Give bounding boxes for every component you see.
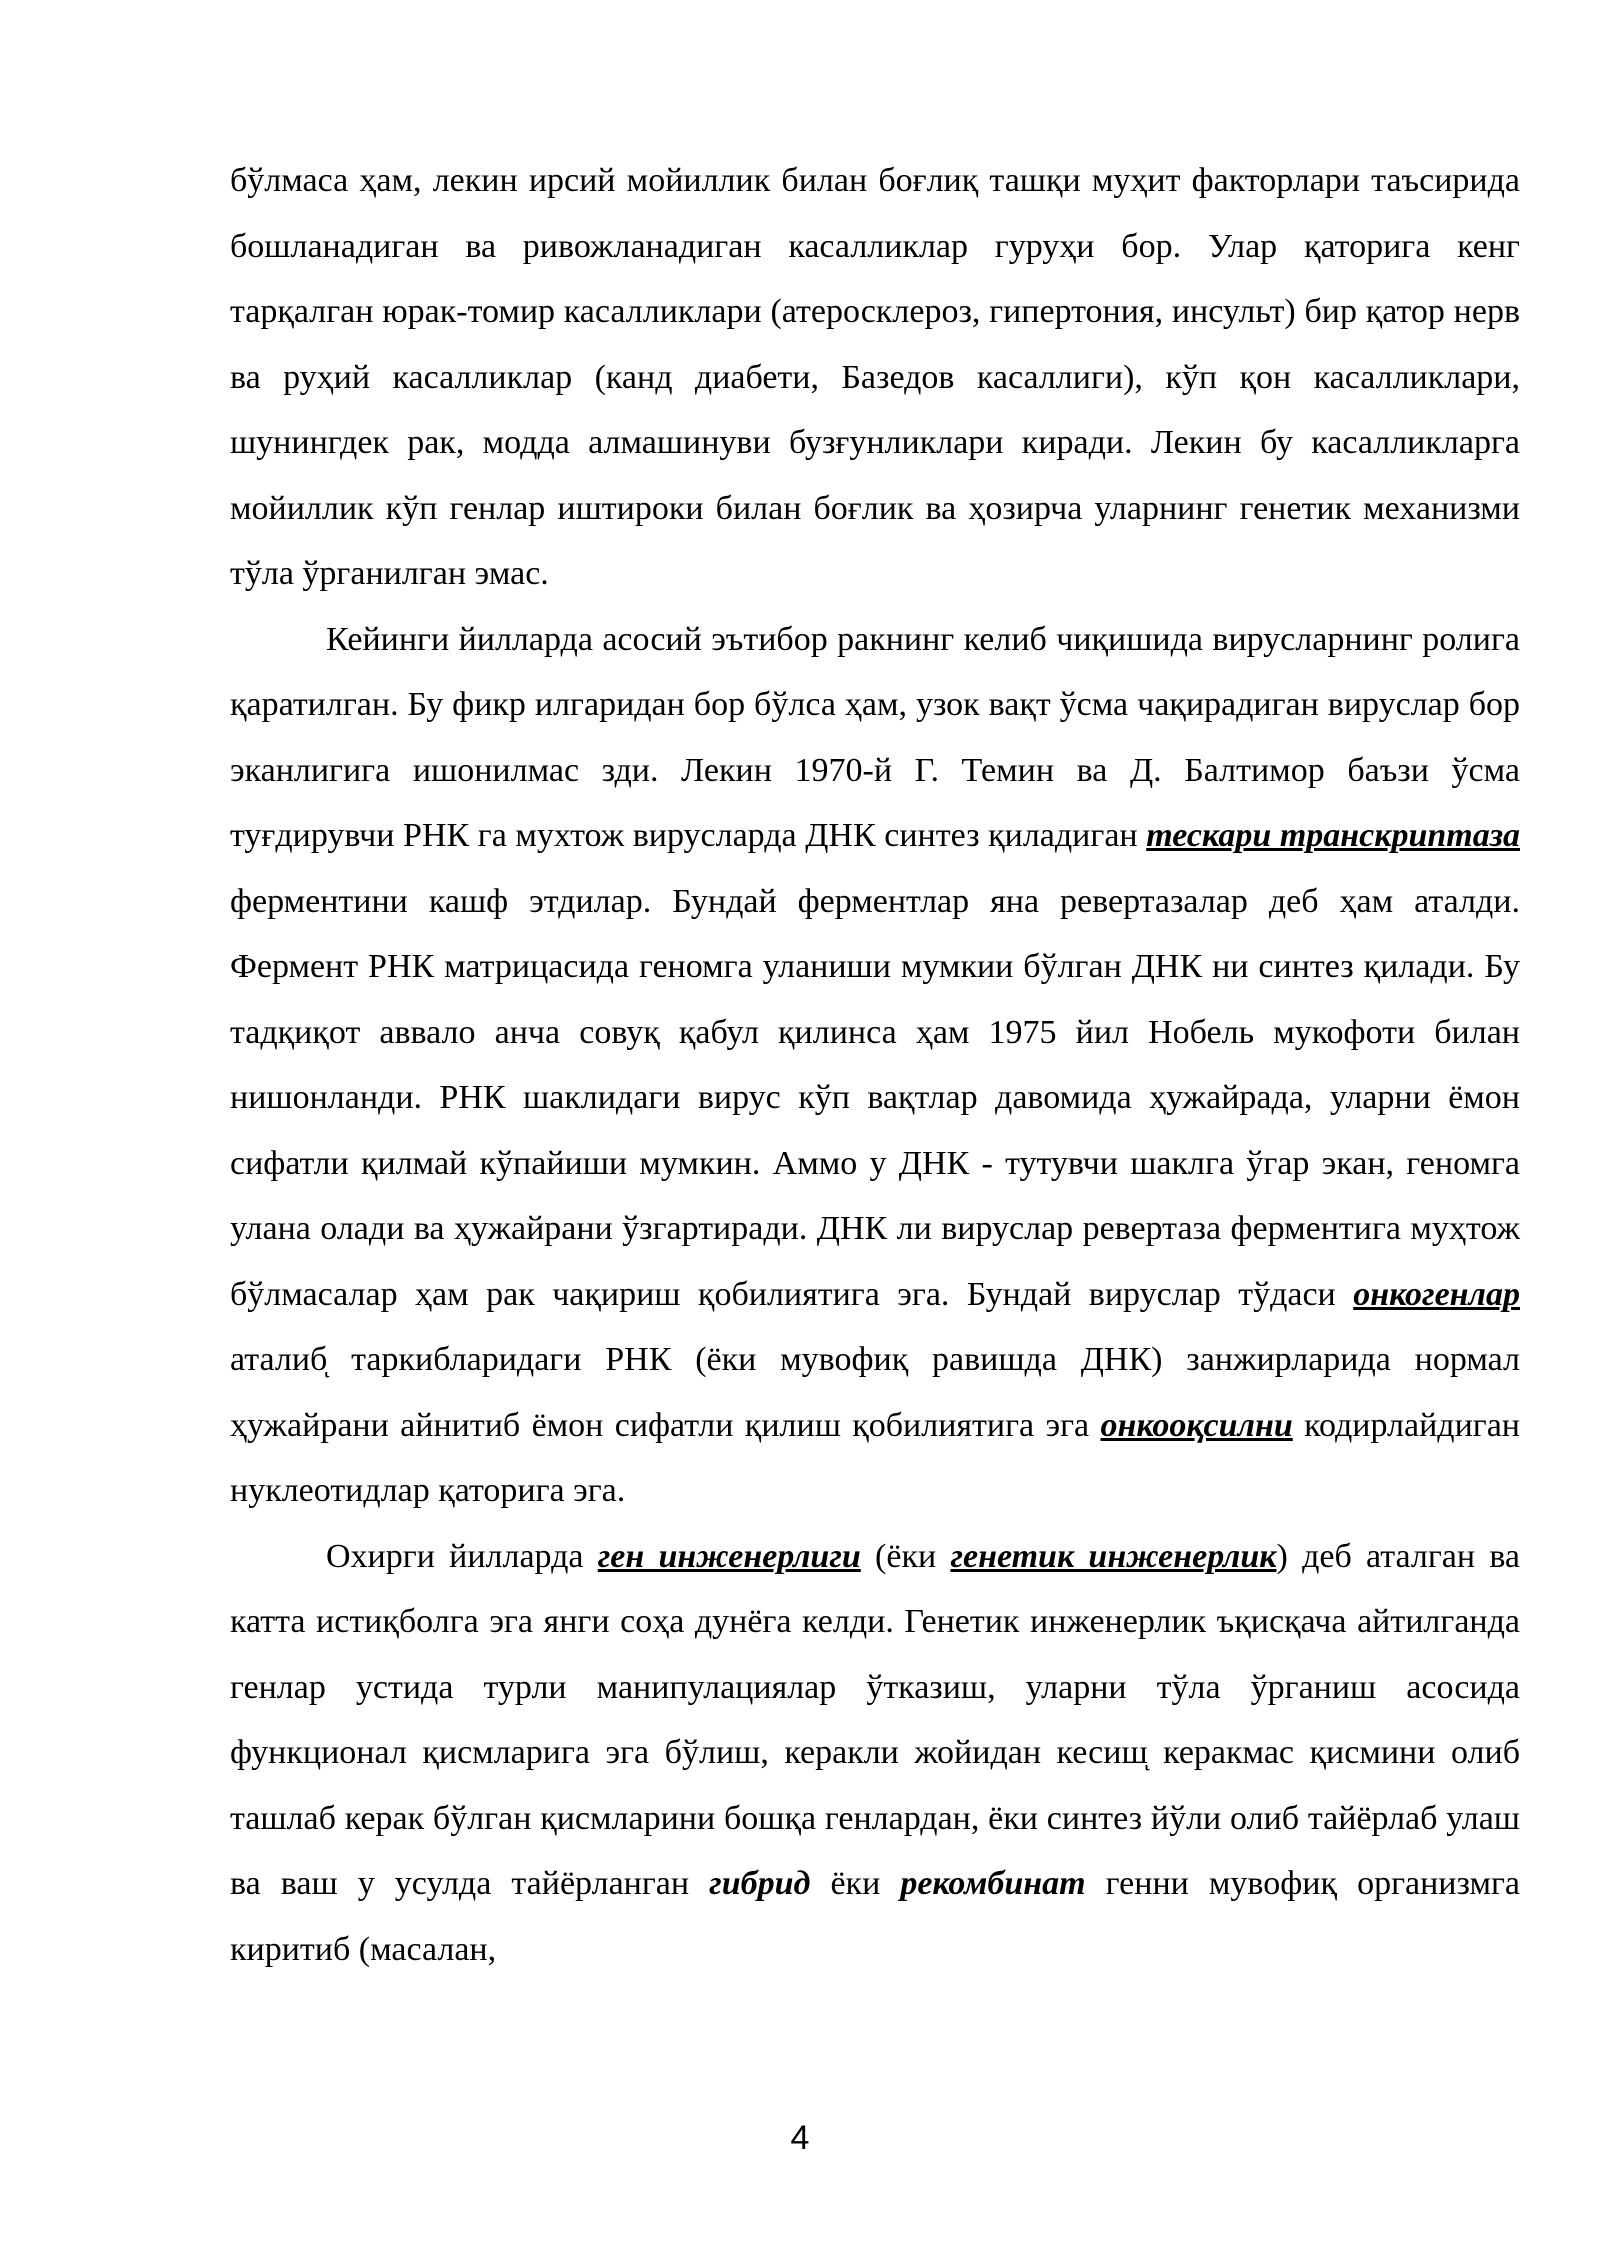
text-run: кодирлайдиган нуклеотидлар қаторига эга.: [230, 1406, 1521, 1509]
body-text: [230, 148, 1520, 1982]
emphasized-term: ген инженерлиги: [597, 1537, 861, 1575]
text-run: аталибͅ таркибларидаги РНК (ёки мувофиқ равишда ДНК) занжирларида нормал ҳужайрани айнитиб ёмон сифатли қилиш қобилиятига эга: [230, 1341, 1520, 1444]
page-number: 4: [790, 2119, 810, 2157]
text-run: (ёки: [860, 1537, 951, 1575]
emphasized-term: тескари транскриптаза: [1146, 817, 1520, 854]
emphasized-term: онкооқсилни: [1100, 1406, 1293, 1444]
paragraph: [230, 1524, 1520, 1983]
emphasized-term: генетик инженерлик: [950, 1537, 1277, 1575]
paragraph: [230, 607, 1520, 1524]
text-run: Охирги йилларда: [326, 1537, 598, 1575]
text-run: ) деб аталган ва катта истиқболга эга янги соҳа дунёга келди. Генетик инженерлик ъқисқача айтилганда генлар устида турли манипулациялар ўтказиш, уларни тўла ўрганиш асосида функционал қисмларига эга бўлиш, керакли жойидан кесишͅ керакмас қисмини олиб ташлаб керак бўлган қисмларини бошқа генлардан, ёки синтез йўли олиб тайёрлаб улаш ва ваш у усулда тайёрланган: [230, 1537, 1521, 1902]
paragraph: [230, 148, 1520, 607]
emphasized-term: гибрид: [709, 1865, 811, 1902]
text-run: ёки: [810, 1865, 901, 1902]
text-run: бўлмаса ҳам, лекин ирсий мойиллик билан боғлиқ ташқи муҳит факторлари таъсирида бошланадиган ва ривожланадиган касалликлар гуруҳи бор. Улар қаторига кенг тарқалган юрак-томир касалликлари (атеросклероз, гипертония, инсульт) бир қатор нерв ва руҳий касалликлар (канд диабети, Базедов касаллиги), кўп қон касалликлари, шунингдек рак, модда алмашинуви бузғунликлари киради. Лекин бу касалликларга мойиллик кўп генлар иштироки билан боғлик ва ҳозирча уларнинг генетик механизми тўла ўрганилган эмас.: [230, 162, 1520, 592]
text-run: Кейинги йилларда асосий эътибор ракнинг келиб чиқишида вирусларнинг ролига қаратилган. Бу фикр илгаридан бор бўлса ҳам, узок вақт ўсма чақирадиган вируслар бор эканлигига ишонилмас зди. Лекин 1970-й Г. Темин ва Д. Балтимор баъзи ўсма туғдирувчи РНК га мухтож вирусларда ДНК синтез қиладиган: [230, 620, 1520, 854]
emphasized-term: рекомбинат: [900, 1865, 1086, 1902]
text-run: генни мувофиқ организмга киритиб (масалан,: [230, 1865, 1520, 1968]
emphasized-term: онкогенлар: [1353, 1275, 1520, 1313]
text-run: ферментини кашф этдилар. Бундай ферментлар яна ревертазалар деб ҳам аталди. Фермент РНК матрицасида геномга уланиши мумкии бўлган ДНК ни синтез қилади. Бу тадқиқот аввало анча совуқ қабул қилинса ҳам 1975 йил Нобель мукофоти билан нишонланди. РНК шаклидаги вирус кўп вақтлар давомида ҳужайрада, уларни ёмон сифатли қилмай кўпайиши мумкин. Аммо у ДНК - тутувчи шаклга ўгар экан, геномга улана олади ва ҳужайрани ўзгартиради. ДНК ли вируслар ревертаза ферментига муҳтож бўлмасалар ҳам рак чақириш қобилиятига эга. Бундай вируслар тўдаси: [230, 882, 1520, 1313]
